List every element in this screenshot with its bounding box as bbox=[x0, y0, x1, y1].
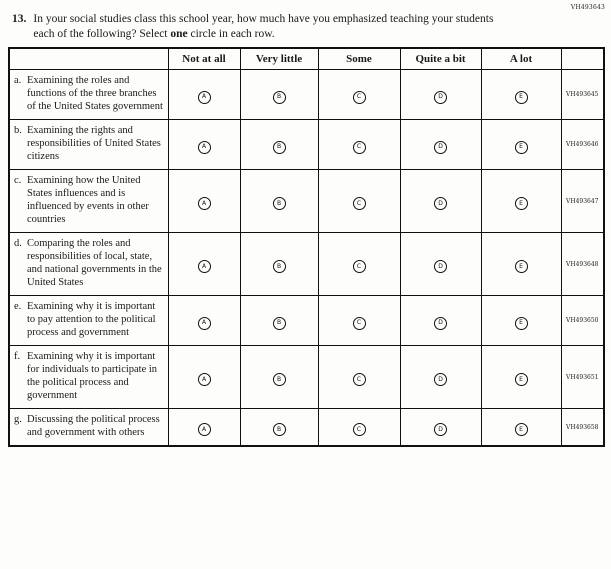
answer-cell bbox=[400, 120, 481, 170]
response-bubble[interactable]: C bbox=[353, 91, 366, 104]
row-label-cell bbox=[9, 296, 168, 346]
answer-cell bbox=[168, 170, 240, 233]
answer-cell bbox=[240, 233, 318, 296]
response-bubble[interactable]: A bbox=[198, 91, 211, 104]
row-label: Examining why it is important for individuals to participate in the political process and government bbox=[27, 351, 158, 401]
question-text-post: circle in each row. bbox=[187, 27, 275, 40]
response-bubble[interactable]: B bbox=[273, 423, 286, 436]
response-bubble[interactable]: A bbox=[198, 141, 211, 154]
answer-cell bbox=[240, 170, 318, 233]
column-header-very-little: Very little bbox=[240, 48, 318, 70]
row-label-cell bbox=[9, 170, 168, 233]
response-bubble[interactable]: E bbox=[515, 317, 528, 330]
answer-cell bbox=[481, 70, 561, 120]
column-header-some: Some bbox=[318, 48, 400, 70]
answer-cell bbox=[240, 346, 318, 409]
row-code: VH493648 bbox=[561, 233, 604, 296]
row-label: Examining the rights and responsibilities of United States citizens bbox=[27, 125, 161, 162]
answer-cell bbox=[318, 346, 400, 409]
table-row bbox=[9, 170, 604, 233]
answer-cell bbox=[481, 409, 561, 447]
answer-cell bbox=[400, 296, 481, 346]
row-label: Examining how the United States influences and is influenced by events in other countries bbox=[27, 175, 149, 225]
response-bubble[interactable]: E bbox=[515, 141, 528, 154]
row-label-cell bbox=[9, 233, 168, 296]
column-header-quite-a-bit: Quite a bit bbox=[400, 48, 481, 70]
table-row bbox=[9, 120, 604, 170]
answer-cell bbox=[400, 70, 481, 120]
answer-cell bbox=[481, 296, 561, 346]
row-letter: e. bbox=[14, 301, 22, 312]
answer-cell bbox=[481, 346, 561, 409]
row-letter: d. bbox=[14, 238, 22, 249]
answer-cell bbox=[481, 120, 561, 170]
response-bubble[interactable]: B bbox=[273, 317, 286, 330]
response-bubble[interactable]: C bbox=[353, 373, 366, 386]
form-code: VH493643 bbox=[570, 4, 605, 11]
response-bubble[interactable]: D bbox=[434, 317, 447, 330]
response-bubble[interactable]: C bbox=[353, 260, 366, 273]
response-bubble[interactable]: D bbox=[434, 373, 447, 386]
response-bubble[interactable]: E bbox=[515, 197, 528, 210]
header-row bbox=[9, 48, 604, 70]
response-bubble[interactable]: C bbox=[353, 423, 366, 436]
response-bubble[interactable]: B bbox=[273, 197, 286, 210]
answer-cell bbox=[240, 409, 318, 447]
response-bubble[interactable]: A bbox=[198, 260, 211, 273]
row-label: Examining why it is important to pay attention to the political process and government bbox=[27, 301, 156, 338]
question-number: 13. bbox=[12, 13, 27, 25]
answer-cell bbox=[400, 346, 481, 409]
column-header-not-at-all: Not at all bbox=[168, 48, 240, 70]
answer-cell bbox=[400, 233, 481, 296]
row-code: VH493650 bbox=[561, 296, 604, 346]
table-row bbox=[9, 296, 604, 346]
row-label-cell bbox=[9, 346, 168, 409]
response-bubble[interactable]: E bbox=[515, 423, 528, 436]
table-row bbox=[9, 233, 604, 296]
row-letter: b. bbox=[14, 125, 22, 136]
answer-cell bbox=[168, 409, 240, 447]
response-bubble[interactable]: E bbox=[515, 260, 528, 273]
row-letter: g. bbox=[14, 414, 22, 425]
row-label: Discussing the political process and government with others bbox=[27, 414, 160, 438]
table-row bbox=[9, 409, 604, 447]
response-bubble[interactable]: D bbox=[434, 423, 447, 436]
answer-cell bbox=[168, 70, 240, 120]
row-code: VH493646 bbox=[561, 120, 604, 170]
answer-cell bbox=[318, 233, 400, 296]
answer-cell bbox=[168, 296, 240, 346]
row-letter: a. bbox=[14, 75, 22, 86]
row-code: VH493647 bbox=[561, 170, 604, 233]
row-label: Comparing the roles and responsibilities of local, state, and national governments in the United States bbox=[27, 238, 162, 288]
table-row bbox=[9, 70, 604, 120]
answer-cell bbox=[240, 296, 318, 346]
row-code: VH493658 bbox=[561, 409, 604, 447]
column-header-a-lot: A lot bbox=[481, 48, 561, 70]
response-bubble[interactable]: B bbox=[273, 91, 286, 104]
answer-cell bbox=[168, 120, 240, 170]
question-text-pre: In your social studies class this school year, how much have you emphasized teaching your students each of the following? Select bbox=[33, 13, 494, 40]
response-bubble[interactable]: D bbox=[434, 141, 447, 154]
response-bubble[interactable]: A bbox=[198, 373, 211, 386]
response-table bbox=[8, 47, 605, 447]
response-bubble[interactable]: B bbox=[273, 141, 286, 154]
row-letter: c. bbox=[14, 175, 22, 186]
response-bubble[interactable]: A bbox=[198, 423, 211, 436]
response-bubble[interactable]: D bbox=[434, 260, 447, 273]
answer-cell bbox=[240, 120, 318, 170]
answer-cell bbox=[168, 233, 240, 296]
response-bubble[interactable]: E bbox=[515, 373, 528, 386]
question-bold-word: one bbox=[170, 27, 188, 40]
answer-cell bbox=[318, 120, 400, 170]
response-bubble[interactable]: A bbox=[198, 197, 211, 210]
response-bubble[interactable]: C bbox=[353, 197, 366, 210]
column-header-code bbox=[561, 48, 604, 70]
answer-cell bbox=[318, 296, 400, 346]
column-header-empty bbox=[9, 48, 168, 70]
row-letter: f. bbox=[14, 351, 21, 362]
response-bubble[interactable]: B bbox=[273, 373, 286, 386]
question-block bbox=[0, 0, 611, 47]
row-label: Examining the roles and functions of the three branches of the United States government bbox=[27, 75, 163, 112]
answer-cell bbox=[481, 170, 561, 233]
answer-cell bbox=[318, 170, 400, 233]
question-text bbox=[33, 12, 503, 41]
response-bubble[interactable]: C bbox=[353, 317, 366, 330]
row-code: VH493645 bbox=[561, 70, 604, 120]
answer-cell bbox=[318, 409, 400, 447]
row-label-cell bbox=[9, 409, 168, 447]
table-row bbox=[9, 346, 604, 409]
response-bubble[interactable]: B bbox=[273, 260, 286, 273]
row-label-cell bbox=[9, 70, 168, 120]
answer-cell bbox=[400, 170, 481, 233]
response-bubble[interactable]: A bbox=[198, 317, 211, 330]
answer-cell bbox=[400, 409, 481, 447]
response-bubble[interactable]: C bbox=[353, 141, 366, 154]
answer-cell bbox=[481, 233, 561, 296]
row-code: VH493651 bbox=[561, 346, 604, 409]
answer-cell bbox=[318, 70, 400, 120]
response-bubble[interactable]: D bbox=[434, 197, 447, 210]
row-label-cell bbox=[9, 120, 168, 170]
response-bubble[interactable]: E bbox=[515, 91, 528, 104]
answer-cell bbox=[240, 70, 318, 120]
response-bubble[interactable]: D bbox=[434, 91, 447, 104]
answer-cell bbox=[168, 346, 240, 409]
